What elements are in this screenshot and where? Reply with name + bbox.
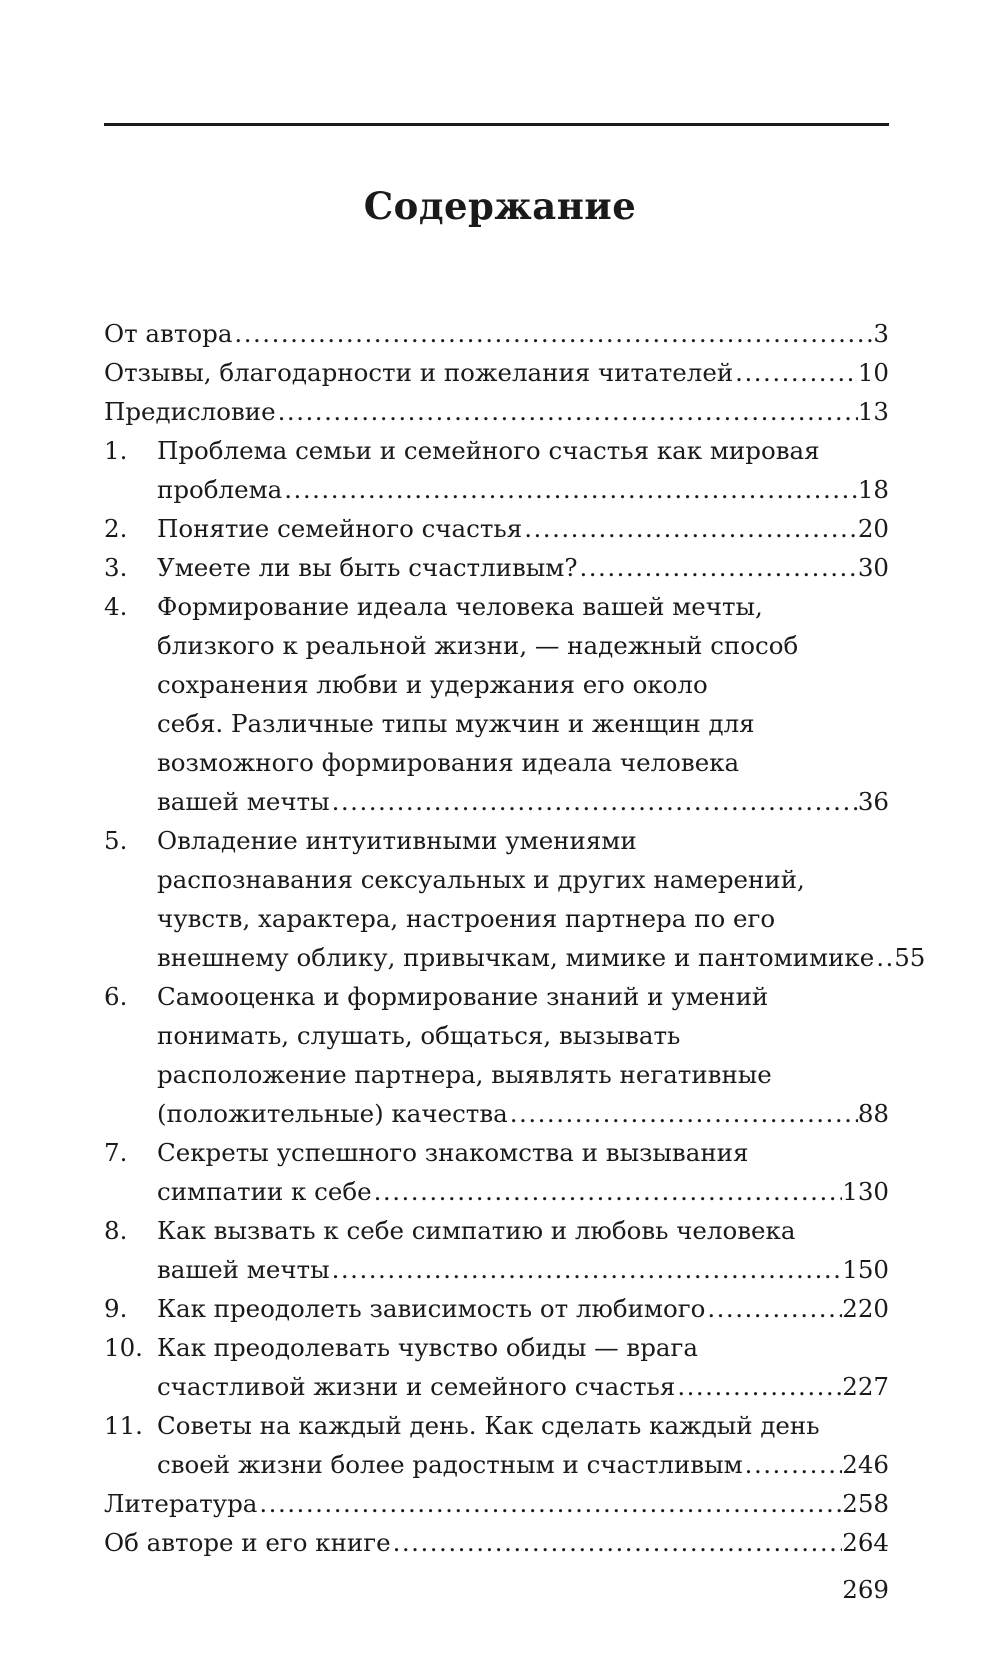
toc-entry-line: расположение партнера, выявлять негативные bbox=[157, 1060, 772, 1089]
toc-entry-last-line bbox=[157, 938, 926, 977]
toc-entry-title: От автора bbox=[104, 319, 233, 348]
toc-entry-last-line bbox=[157, 1367, 889, 1406]
toc-entry bbox=[104, 509, 889, 548]
toc-entry-number: 7. bbox=[104, 1138, 128, 1167]
toc-entry-last-line bbox=[104, 1523, 889, 1562]
toc-entry-text bbox=[104, 353, 889, 392]
toc-entry-line: Как вызвать к себе симпатию и любовь человека bbox=[157, 1216, 796, 1245]
toc-entry-number: 11. bbox=[104, 1411, 143, 1440]
toc-entry-number: 6. bbox=[104, 982, 128, 1011]
toc-entry-title: внешнему облику, привычкам, мимике и пантомимике bbox=[157, 943, 875, 972]
toc-entry-text bbox=[104, 1484, 889, 1523]
dot-leader bbox=[705, 1289, 842, 1328]
toc-entry-number: 1. bbox=[104, 436, 128, 465]
dot-leader bbox=[675, 1367, 842, 1406]
toc-entry-line: распознавания сексуальных и других намерений, bbox=[157, 865, 805, 894]
toc-entry-title: (положительные) качества bbox=[157, 1099, 508, 1128]
toc-entry-last-line bbox=[157, 1172, 889, 1211]
toc-entry-title: Понятие семейного счастья bbox=[157, 514, 523, 543]
toc-entry-page: 130 bbox=[842, 1177, 889, 1206]
toc-entry-page: 264 bbox=[842, 1528, 889, 1557]
toc-entry-page: 258 bbox=[842, 1489, 889, 1518]
toc-entry-line: Овладение интуитивными умениями bbox=[157, 826, 637, 855]
toc-entry-number: 4. bbox=[104, 592, 128, 621]
toc-entry-page: 3 bbox=[873, 319, 889, 348]
toc-entry-title: Литература bbox=[104, 1489, 258, 1518]
toc-entry-title: Об авторе и его книге bbox=[104, 1528, 391, 1557]
toc-entry-line: Как преодолевать чувство обиды — врага bbox=[157, 1333, 698, 1362]
toc-entry-last-line bbox=[157, 782, 889, 821]
toc-entry-last-line bbox=[104, 1484, 889, 1523]
toc-entry-text bbox=[157, 1406, 889, 1484]
toc-entry-line: Проблема семьи и семейного счастья как мировая bbox=[157, 436, 820, 465]
toc-entry bbox=[104, 1484, 889, 1523]
toc-entry-number: 5. bbox=[104, 826, 128, 855]
toc-entry-text bbox=[104, 1523, 889, 1562]
toc-entry-page: 227 bbox=[842, 1372, 889, 1401]
dot-leader bbox=[508, 1094, 858, 1133]
toc-entry-line: Формирование идеала человека вашей мечты, bbox=[157, 592, 763, 621]
toc-entry-page: 150 bbox=[842, 1255, 889, 1284]
toc-entry bbox=[104, 548, 889, 587]
toc-entry-line: сохранения любви и удержания его около bbox=[157, 670, 708, 699]
toc-entry-line: Самооценка и формирование знаний и умений bbox=[157, 982, 769, 1011]
toc-entry bbox=[104, 431, 889, 509]
toc-entry-last-line bbox=[104, 353, 889, 392]
toc-entry-last-line bbox=[104, 314, 889, 353]
toc-entry-page: 10 bbox=[857, 358, 889, 387]
table-of-contents bbox=[104, 314, 926, 1562]
toc-entry bbox=[104, 587, 889, 821]
toc-entry bbox=[104, 392, 889, 431]
toc-entry-text bbox=[157, 509, 889, 548]
toc-entry-title: проблема bbox=[157, 475, 283, 504]
toc-entry-text bbox=[157, 1289, 889, 1328]
toc-entry-number: 2. bbox=[104, 514, 128, 543]
toc-entry-page: 36 bbox=[857, 787, 889, 816]
toc-entry-title: вашей мечты bbox=[157, 787, 330, 816]
toc-entry-line: себя. Различные типы мужчин и женщин для bbox=[157, 709, 755, 738]
toc-entry-last-line bbox=[157, 1250, 889, 1289]
dot-leader bbox=[522, 509, 858, 548]
toc-entry-title: Отзывы, благодарности и пожелания читателей bbox=[104, 358, 734, 387]
toc-entry-page: 13 bbox=[857, 397, 889, 426]
toc-entry-text bbox=[157, 1133, 889, 1211]
toc-entry-title: счастливой жизни и семейного счастья bbox=[157, 1372, 676, 1401]
toc-entry-number: 9. bbox=[104, 1294, 128, 1323]
toc-entry-text bbox=[104, 392, 889, 431]
dot-leader bbox=[282, 470, 858, 509]
dot-leader bbox=[577, 548, 857, 587]
toc-entry-page: 30 bbox=[857, 553, 889, 582]
toc-entry-line: Секреты успешного знакомства и вызывания bbox=[157, 1138, 749, 1167]
toc-entry-title: своей жизни более радостным и счастливым bbox=[157, 1450, 743, 1479]
toc-entry-text bbox=[157, 548, 889, 587]
toc-entry bbox=[104, 353, 889, 392]
toc-entry bbox=[104, 977, 889, 1133]
toc-entry-text bbox=[157, 1211, 889, 1289]
toc-entry-line: возможного формирования идеала человека bbox=[157, 748, 740, 777]
dot-leader bbox=[372, 1172, 843, 1211]
page-number: 269 bbox=[842, 1575, 889, 1604]
toc-entry-title: Предисловие bbox=[104, 397, 276, 426]
toc-entry-page: 18 bbox=[857, 475, 889, 504]
toc-entry bbox=[104, 1289, 889, 1328]
dot-leader bbox=[257, 1484, 842, 1523]
toc-entry-text bbox=[157, 431, 889, 509]
toc-entry-text bbox=[104, 314, 889, 353]
toc-entry-last-line bbox=[157, 548, 889, 587]
toc-entry bbox=[104, 1211, 889, 1289]
toc-entry-page: 246 bbox=[842, 1450, 889, 1479]
toc-entry-title: Как преодолеть зависимость от любимого bbox=[157, 1294, 706, 1323]
dot-leader bbox=[330, 1250, 843, 1289]
dot-leader bbox=[743, 1445, 843, 1484]
toc-entry-page: 88 bbox=[857, 1099, 889, 1128]
toc-entry-last-line bbox=[157, 470, 889, 509]
toc-entry-text bbox=[157, 587, 889, 821]
toc-entry-last-line bbox=[157, 1445, 889, 1484]
dot-leader bbox=[733, 353, 858, 392]
toc-entry-last-line bbox=[104, 392, 889, 431]
toc-entry bbox=[104, 1523, 889, 1562]
toc-entry-number: 10. bbox=[104, 1333, 143, 1362]
page-title: Содержание bbox=[363, 184, 637, 228]
toc-entry-page: 55 bbox=[894, 943, 926, 972]
dot-leader bbox=[874, 938, 894, 977]
toc-entry-text bbox=[157, 977, 889, 1133]
toc-entry-line: чувств, характера, настроения партнера по его bbox=[157, 904, 776, 933]
toc-entry-last-line bbox=[157, 509, 889, 548]
toc-entry-page: 20 bbox=[857, 514, 889, 543]
toc-entry bbox=[104, 1328, 889, 1406]
toc-entry-line: близкого к реальной жизни, — надежный способ bbox=[157, 631, 799, 660]
toc-entry-title: вашей мечты bbox=[157, 1255, 330, 1284]
toc-entry-page: 220 bbox=[842, 1294, 889, 1323]
toc-entry-title: симпатии к себе bbox=[157, 1177, 372, 1206]
toc-entry bbox=[104, 821, 926, 977]
toc-entry-line: Советы на каждый день. Как сделать каждый день bbox=[157, 1411, 820, 1440]
toc-entry bbox=[104, 1133, 889, 1211]
toc-entry-last-line bbox=[157, 1094, 889, 1133]
toc-entry-line: понимать, слушать, общаться, вызывать bbox=[157, 1021, 681, 1050]
toc-entry-number: 3. bbox=[104, 553, 128, 582]
toc-entry-title: Умеете ли вы быть счастливым? bbox=[157, 553, 578, 582]
dot-leader bbox=[232, 314, 873, 353]
toc-entry-last-line bbox=[157, 1289, 889, 1328]
toc-entry bbox=[104, 1406, 889, 1484]
toc-entry bbox=[104, 314, 889, 353]
dot-leader bbox=[330, 782, 858, 821]
toc-entry-number: 8. bbox=[104, 1216, 128, 1245]
toc-entry-text bbox=[157, 1328, 889, 1406]
dot-leader bbox=[391, 1523, 843, 1562]
dot-leader bbox=[276, 392, 858, 431]
header-rule bbox=[104, 123, 889, 126]
toc-entry-text bbox=[157, 821, 926, 977]
